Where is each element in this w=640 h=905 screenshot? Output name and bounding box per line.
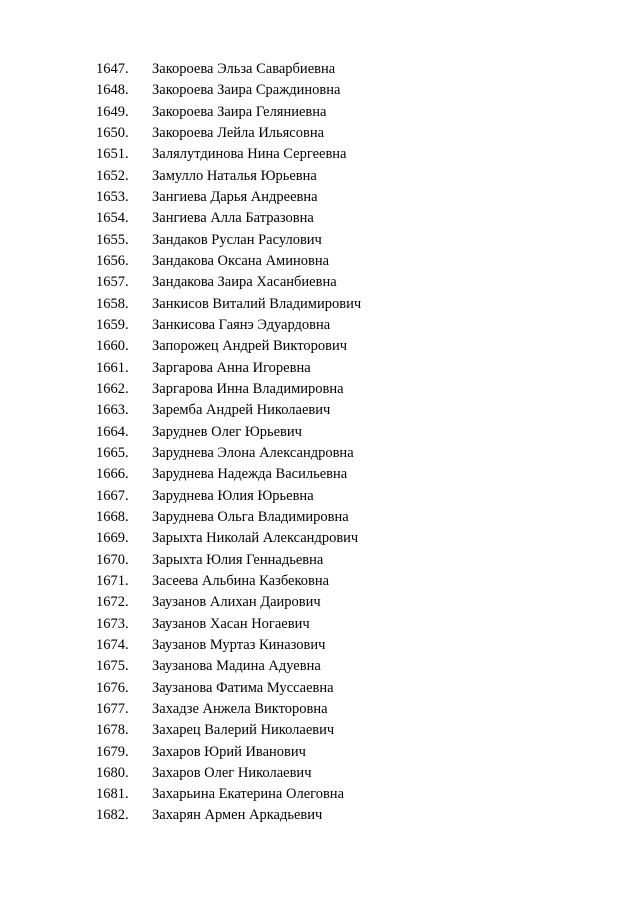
list-item	[0, 528, 640, 549]
list-item	[0, 123, 640, 144]
list-item	[0, 720, 640, 741]
entry-name: Захаров Юрий Иванович	[152, 743, 306, 760]
entry-number: 1671.	[96, 572, 129, 589]
entry-number: 1656.	[96, 252, 129, 269]
list-item	[0, 59, 640, 80]
entry-number: 1677.	[96, 700, 129, 717]
list-item	[0, 80, 640, 101]
entry-name: Замулло Наталья Юрьевна	[152, 167, 317, 184]
entry-name: Захарец Валерий Николаевич	[152, 722, 335, 739]
entry-name: Заузанова Фатима Муссаевна	[152, 679, 334, 696]
entry-number: 1655.	[96, 231, 129, 248]
list-item	[0, 805, 640, 826]
list-item	[0, 784, 640, 805]
entry-number: 1661.	[96, 359, 129, 376]
list-item	[0, 294, 640, 315]
entry-number: 1668.	[96, 508, 129, 525]
list-item	[0, 251, 640, 272]
list-item	[0, 763, 640, 784]
list-item	[0, 336, 640, 357]
list-item	[0, 272, 640, 293]
entry-number: 1673.	[96, 615, 129, 632]
entry-name: Заргарова Инна Владимировна	[152, 380, 344, 397]
entry-name: Захарьина Екатерина Олеговна	[152, 786, 345, 803]
list-item	[0, 742, 640, 763]
list-item	[0, 208, 640, 229]
entry-number: 1670.	[96, 551, 129, 568]
entry-name: Залялутдинова Нина Сергеевна	[152, 146, 347, 163]
entry-name: Зарыхта Юлия Геннадьевна	[152, 551, 324, 568]
list-item	[0, 571, 640, 592]
entry-number: 1652.	[96, 167, 129, 184]
entry-number: 1649.	[96, 103, 129, 120]
entry-number: 1662.	[96, 380, 129, 397]
list-item	[0, 550, 640, 571]
list-item	[0, 635, 640, 656]
entry-number: 1660.	[96, 338, 129, 355]
entry-name: Закороева Лейла Ильясовна	[152, 124, 325, 141]
list-item	[0, 507, 640, 528]
entry-number: 1669.	[96, 530, 129, 547]
entry-name: Заремба Андрей Николаевич	[152, 402, 331, 419]
list-item	[0, 464, 640, 485]
entry-number: 1666.	[96, 466, 129, 483]
list-item	[0, 187, 640, 208]
entry-number: 1679.	[96, 743, 129, 760]
entry-name: Зандакова Оксана Аминовна	[152, 252, 330, 269]
entry-name: Заруднева Элона Александровна	[152, 444, 354, 461]
entry-name: Захаров Олег Николаевич	[152, 764, 312, 781]
entry-name: Заруднева Ольга Владимировна	[152, 508, 349, 525]
entry-name: Закороева Эльза Саварбиевна	[152, 61, 336, 77]
entry-name: Закороева Заира Сраждиновна	[152, 82, 341, 99]
entry-name: Заузанов Хасан Ногаевич	[152, 615, 310, 632]
list-item	[0, 656, 640, 677]
entry-number: 1653.	[96, 188, 129, 205]
entry-name: Заузанов Муртаз Киназович	[152, 636, 326, 653]
entry-name: Зангиева Дарья Андреевна	[152, 188, 318, 205]
entry-number: 1648.	[96, 82, 129, 99]
entry-number: 1665.	[96, 444, 129, 461]
entry-number: 1676.	[96, 679, 129, 696]
entry-number: 1658.	[96, 295, 129, 312]
entry-name: Зандаков Руслан Расулович	[152, 231, 322, 248]
entry-name: Захадзе Анжела Викторовна	[152, 700, 328, 717]
entry-name: Заруднев Олег Юрьевич	[152, 423, 302, 440]
entry-name: Закороева Заира Геляниевна	[152, 103, 327, 120]
entry-number: 1674.	[96, 636, 129, 653]
entry-number: 1647.	[96, 61, 129, 77]
entry-name: Запорожец Андрей Викторович	[152, 338, 348, 355]
entry-number: 1659.	[96, 316, 129, 333]
name-list	[0, 59, 640, 827]
list-item	[0, 592, 640, 613]
entry-name: Зандакова Заира Хасанбиевна	[152, 274, 337, 291]
list-item	[0, 230, 640, 251]
entry-number: 1678.	[96, 722, 129, 739]
entry-number: 1664.	[96, 423, 129, 440]
list-item	[0, 144, 640, 165]
entry-number: 1657.	[96, 274, 129, 291]
entry-number: 1681.	[96, 786, 129, 803]
list-item	[0, 422, 640, 443]
list-item	[0, 166, 640, 187]
entry-name: Занкисов Виталий Владимирович	[152, 295, 362, 312]
entry-name: Заузанова Мадина Адуевна	[152, 658, 321, 675]
list-item	[0, 379, 640, 400]
entry-name: Заргарова Анна Игоревна	[152, 359, 311, 376]
list-item	[0, 358, 640, 379]
entry-number: 1651.	[96, 146, 129, 163]
list-item	[0, 486, 640, 507]
entry-name: Заруднева Надежда Васильевна	[152, 466, 348, 483]
entry-number: 1654.	[96, 210, 129, 227]
entry-number: 1680.	[96, 764, 129, 781]
entry-name: Занкисова Гаянэ Эдуардовна	[152, 316, 331, 333]
entry-number: 1650.	[96, 124, 129, 141]
entry-name: Захарян Армен Аркадьевич	[152, 807, 323, 824]
entry-number: 1682.	[96, 807, 129, 824]
list-item	[0, 678, 640, 699]
list-item	[0, 614, 640, 635]
list-item	[0, 699, 640, 720]
list-item	[0, 443, 640, 464]
entry-name: Засеева Альбина Казбековна	[152, 572, 330, 589]
entry-number: 1667.	[96, 487, 129, 504]
entry-name: Зарыхта Николай Александрович	[152, 530, 359, 547]
list-item	[0, 315, 640, 336]
entry-number: 1672.	[96, 594, 129, 611]
entry-number: 1675.	[96, 658, 129, 675]
entry-name: Зангиева Алла Батразовна	[152, 210, 314, 227]
list-item	[0, 400, 640, 421]
list-item	[0, 102, 640, 123]
entry-name: Заузанов Алихан Даирович	[152, 594, 321, 611]
entry-number: 1663.	[96, 402, 129, 419]
entry-name: Заруднева Юлия Юрьевна	[152, 487, 314, 504]
